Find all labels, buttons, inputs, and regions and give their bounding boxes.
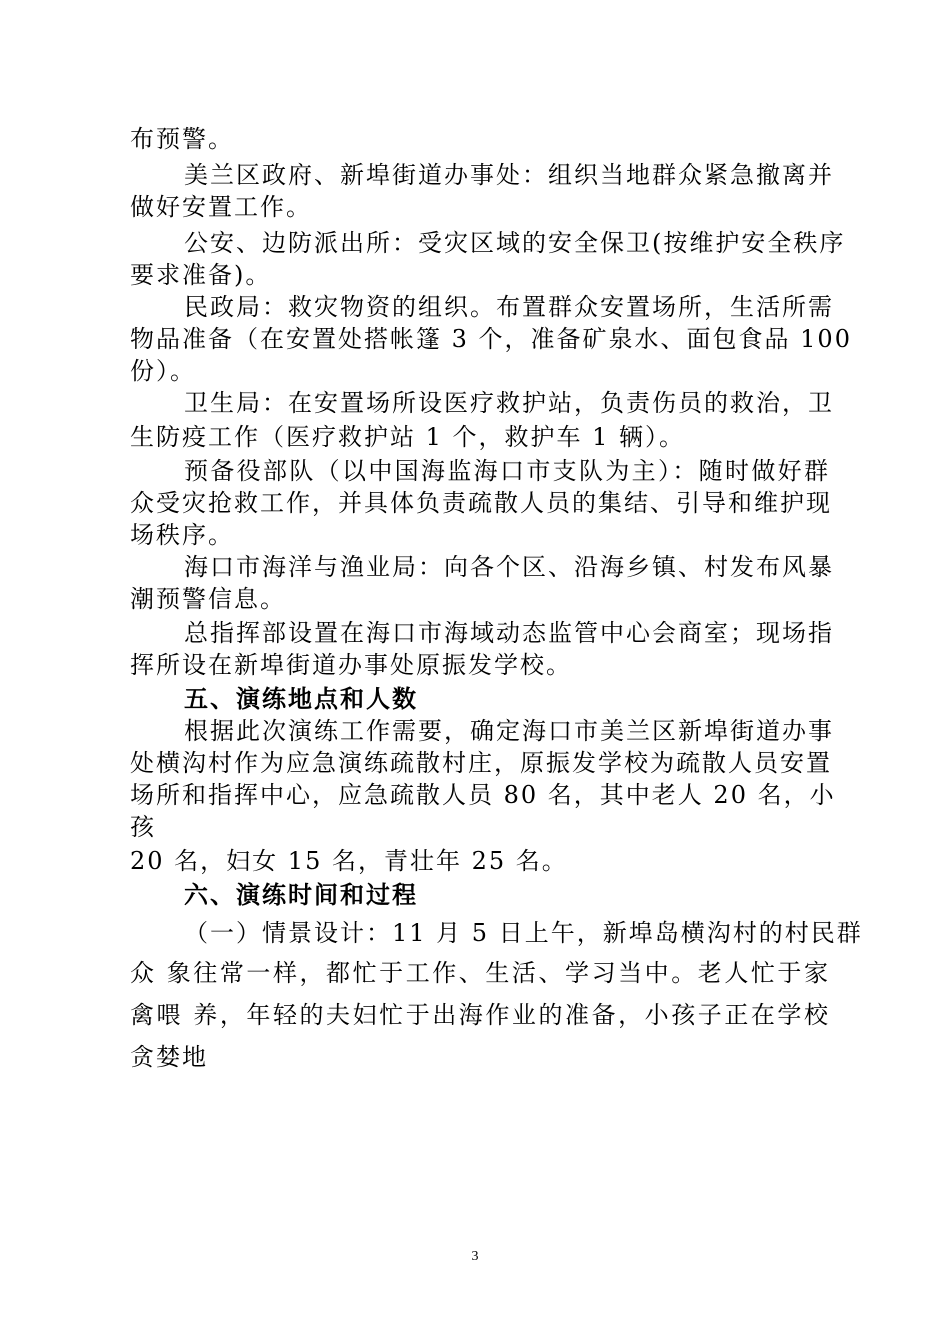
text-line: 贪婪地 [130,1043,208,1071]
text-line: 众 象往常一样，都忙于工作、生活、学习当中。老人忙于家 [130,959,830,987]
text-line: （一）情景设计：11 月 5 日上午，新埠岛横沟村的村民群 [184,919,863,947]
text-line: 挥所设在新埠街道办事处原振发学校。 [130,651,572,679]
text-line: 场所和指挥中心，应急疏散人员 80 名，其中老人 20 名，小 [130,781,836,809]
text-line: 潮预警信息。 [130,585,286,613]
text-line: 场秩序。 [130,521,234,549]
text-line: 20 名，妇女 15 名，青壮年 25 名。 [130,847,568,875]
text-line: 公安、边防派出所：受灾区域的安全保卫(按维护安全秩序 [184,229,846,257]
page-number: 3 [471,1249,479,1264]
text-line: 民政局：救灾物资的组织。布置群众安置场所，生活所需 [184,293,834,321]
text-line: 根据此次演练工作需要，确定海口市美兰区新埠街道办事 [184,717,834,745]
text-line: 要求准备)。 [130,261,272,289]
text-line: 孩 [130,813,156,841]
text-line: 总指挥部设置在海口市海域动态监管中心会商室；现场指 [184,619,834,647]
text-line: 禽喂 养，年轻的夫妇忙于出海作业的准备，小孩子正在学校 [130,1001,830,1029]
text-line: 众受灾抢救工作，并具体负责疏散人员的集结、引导和维护现 [130,489,832,517]
text-line: 美兰区政府、新埠街道办事处：组织当地群众紧急撤离并 [184,161,834,189]
text-line: 处横沟村作为应急演练疏散村庄，原振发学校为疏散人员安置 [130,749,832,777]
section-heading: 五、演练地点和人数 [184,684,418,713]
text-line: 预备役部队（以中国海监海口市支队为主）：随时做好群 [184,457,830,485]
text-line: 份）。 [130,357,196,385]
text-line: 布预警。 [130,125,234,153]
text-line: 做好安置工作。 [130,193,312,221]
text-line: 生防疫工作（医疗救护站 1 个，救护车 1 辆）。 [130,423,686,451]
text-line: 海口市海洋与渔业局：向各个区、沿海乡镇、村发布风暴 [184,553,834,581]
text-line: 物品准备（在安置处搭帐篷 3 个，准备矿泉水、面包食品 100 [130,325,852,353]
text-line: 卫生局：在安置场所设医疗救护站，负责伤员的救治，卫 [184,389,834,417]
section-heading: 六、演练时间和过程 [184,880,418,909]
